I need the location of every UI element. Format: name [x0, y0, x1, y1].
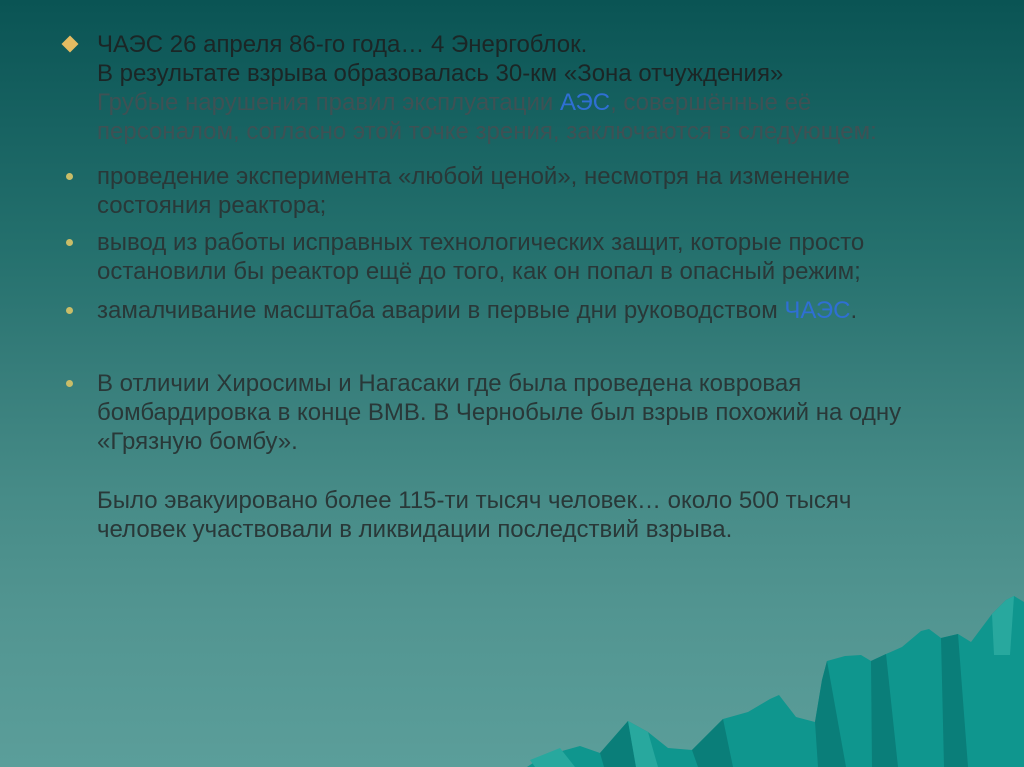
text-run: замалчивание масштаба аварии в первые дни руководством: [97, 297, 785, 324]
slide-body: [63, 30, 983, 544]
text-line: остановили бы реактор ещё до того, как он попал в опасный режим;: [97, 258, 861, 285]
text-line: Было эвакуировано более 115-ти тысяч человек… около 500 тысяч: [97, 487, 852, 514]
text-run: Грубые нарушения правил эксплуатации: [97, 89, 560, 116]
text-line: проведение эксперимента «любой ценой», несмотря на изменение: [97, 163, 850, 190]
text-line: [97, 88, 983, 117]
dot-bullet-icon: [66, 380, 73, 387]
bullet-item-experiment: [63, 162, 983, 220]
mountain-facet-dark: [692, 719, 733, 767]
text-line: персоналом, согласно этой точке зрения, заключаются в следующем:: [97, 118, 877, 145]
bullet-item-intro: [63, 30, 983, 146]
text-line: В отличии Хиросимы и Нагасаки где была проведена ковровая: [97, 370, 802, 397]
dot-bullet-icon: [66, 307, 73, 314]
mountain-silhouette: [527, 596, 1024, 767]
bullet-item-coverup: [63, 296, 983, 325]
dot-bullet-icon: [66, 239, 73, 246]
link-aes[interactable]: АЭС: [560, 89, 611, 116]
mountain-facet-light: [530, 748, 575, 767]
text-run: .: [850, 297, 858, 324]
text-line: вывод из работы исправных технологических защит, которые просто: [97, 229, 865, 256]
mountain-facet-dark: [941, 634, 968, 767]
bullet-item-hiroshima: [63, 369, 983, 456]
mountain-facet-dark: [815, 661, 846, 767]
text-line: бомбардировка в конце ВМВ. В Чернобыле был взрыв похожий на одну: [97, 399, 902, 426]
text-run: , совершённые её: [610, 89, 812, 116]
text-line: ЧАЭС 26 апреля 86-го года… 4 Энергоблок.: [97, 31, 588, 58]
mountain-facet-dark: [871, 654, 898, 767]
text-line: [97, 296, 983, 325]
text-line: «Грязную бомбу».: [97, 428, 298, 455]
text-line: состояния реактора;: [97, 192, 327, 219]
diamond-bullet-icon: [62, 36, 79, 53]
text-line: В результате взрыва образовалась 30-км «Зона отчуждения»: [97, 60, 784, 87]
text-line: человек участвовали в ликвидации последствий взрыва.: [97, 516, 733, 543]
mountain-facet-dark: [600, 721, 636, 767]
mountain-facet-light: [992, 596, 1014, 655]
dot-bullet-icon: [66, 173, 73, 180]
bullet-item-protections: [63, 228, 983, 286]
link-chaes[interactable]: ЧАЭС: [784, 297, 851, 324]
paragraph-evacuation: [63, 486, 983, 544]
mountain-facet-light: [628, 721, 658, 767]
